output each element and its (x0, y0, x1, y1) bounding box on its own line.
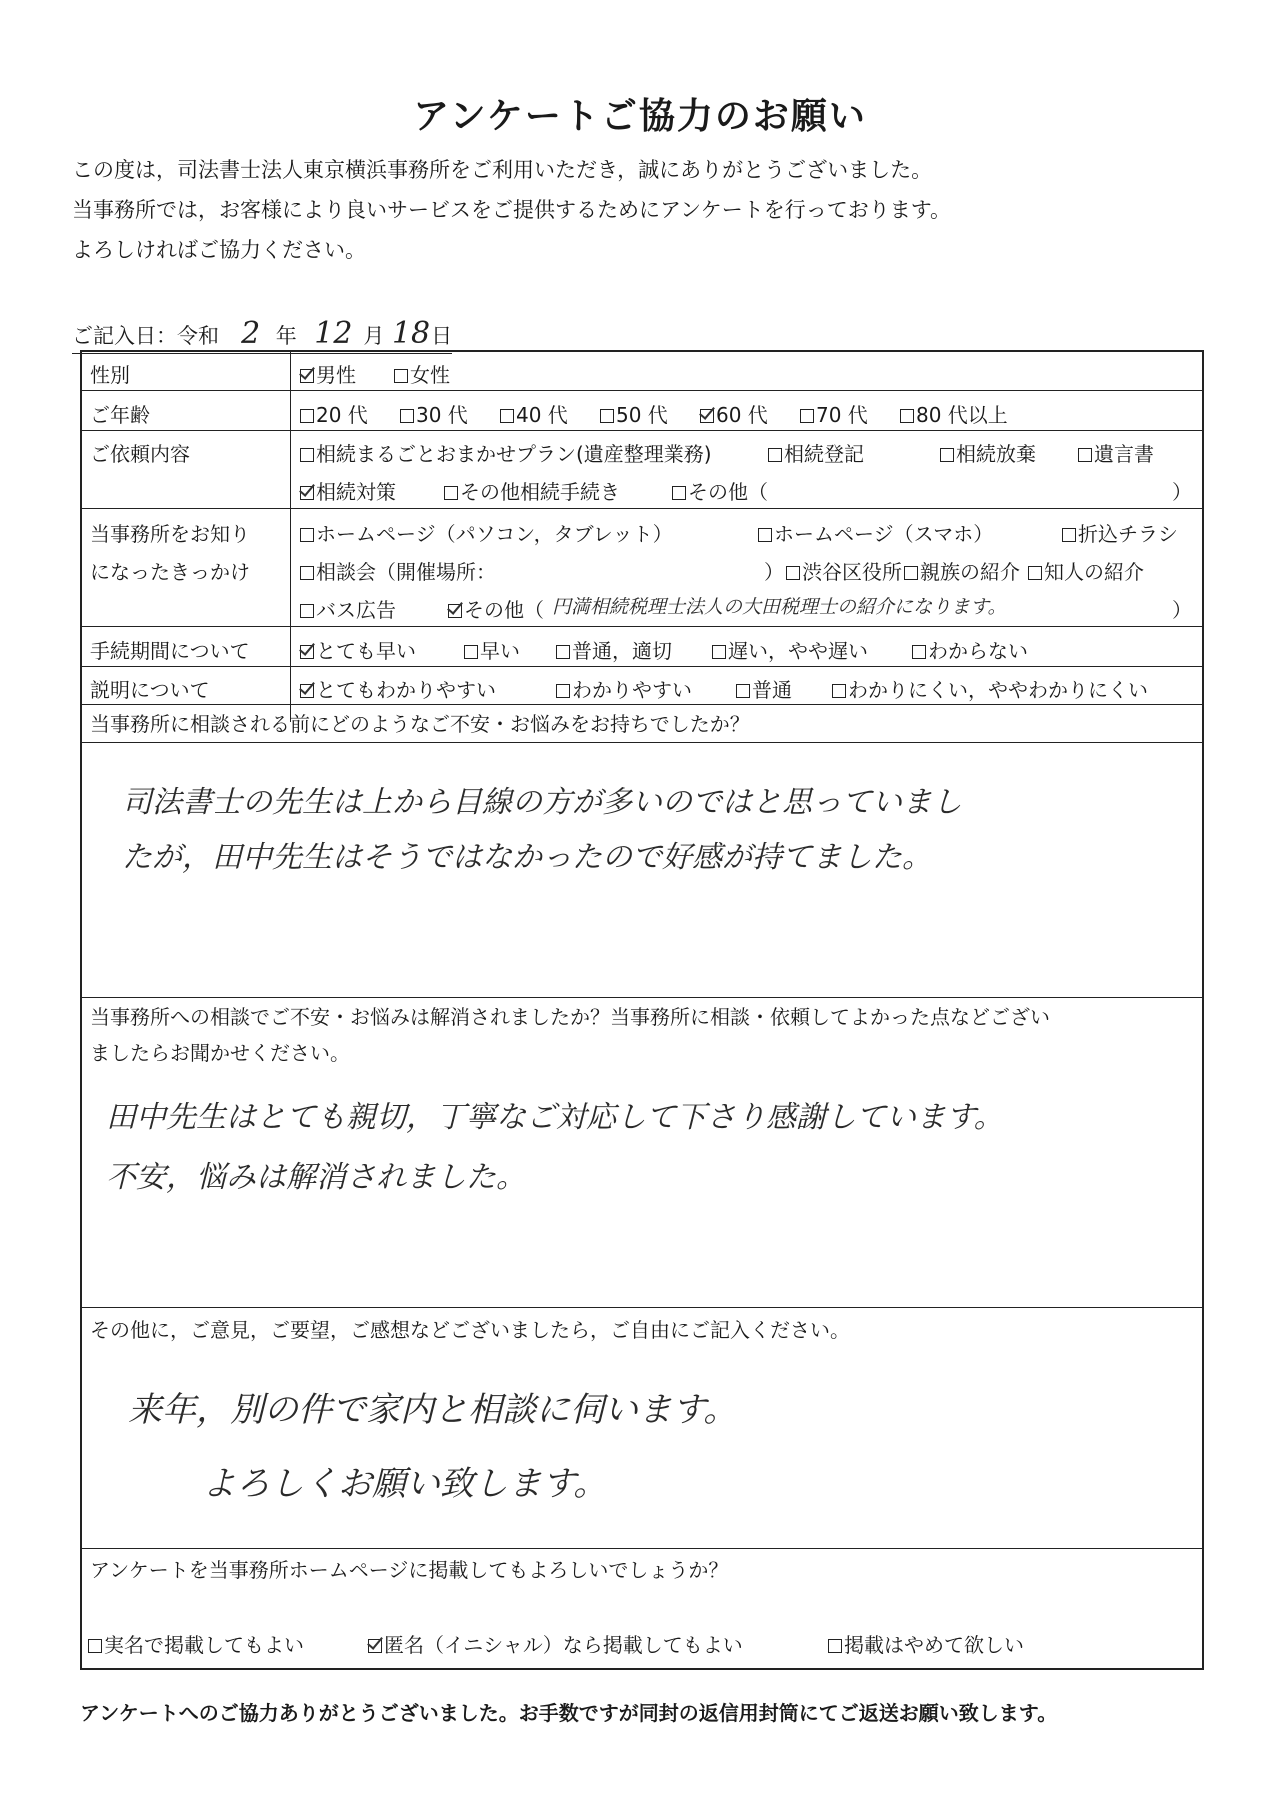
source-acquaintance-option[interactable]: 知人の紹介 (1028, 556, 1144, 585)
checkbox[interactable] (400, 409, 414, 423)
source-label-line1: 当事務所をお知り (90, 522, 250, 546)
gender-male-option[interactable]: 男性 (300, 359, 356, 388)
explanation-clear-option[interactable]: わかりやすい (556, 674, 692, 703)
q1-question: 当事務所に相談される前にどのようなご不安・お悩みをお持ちでしたか？ (90, 712, 750, 736)
period-very-fast-option[interactable]: とても早い (300, 635, 416, 664)
request-registration-option[interactable]: 相続登記 (768, 438, 864, 467)
checkbox[interactable] (800, 409, 814, 423)
checkbox[interactable] (300, 448, 314, 462)
explanation-unclear-option[interactable]: わかりにくい，ややわかりにくい (832, 674, 1148, 703)
checkbox[interactable] (712, 645, 726, 659)
age-60s-option[interactable]: 60 代 (700, 399, 768, 428)
publish-anonymous-option[interactable]: 匿名（イニシャル）なら掲載してもよい (368, 1629, 743, 1658)
age-50s-option[interactable]: 50 代 (600, 399, 668, 428)
request-renunciation-option[interactable]: 相続放棄 (940, 438, 1036, 467)
checkbox-checked[interactable] (700, 409, 714, 423)
q1-answer-line[interactable]: 司法書士の先生は上から目線の方が多いのではと思っていまし (122, 785, 962, 820)
footer-note: アンケートへのご協力ありがとうございました。お手数ですが同封の返信用封筒にてご返送お願い致します。 (80, 1701, 1058, 1725)
date-day-unit: 日 (431, 324, 453, 348)
request-other-procedure-option[interactable]: その他相続手続き (444, 476, 620, 505)
divider (82, 666, 1202, 667)
publish-decline-option[interactable]: 掲載はやめて欲しい (828, 1629, 1024, 1658)
source-homepage-mobile-option[interactable]: ホームページ（スマホ） (758, 518, 993, 547)
age-80s-option[interactable]: 80 代以上 (900, 399, 1008, 428)
explanation-label: 説明について (90, 678, 210, 702)
checkbox[interactable] (768, 448, 782, 462)
request-will-option[interactable]: 遺言書 (1078, 438, 1154, 467)
checkbox[interactable] (758, 528, 772, 542)
checkbox[interactable] (900, 409, 914, 423)
source-close-paren: ） (764, 560, 784, 584)
source-bus-ad-option[interactable]: バス広告 (300, 594, 396, 623)
source-flyer-option[interactable]: 折込チラシ (1062, 518, 1178, 547)
date-label: ご記入日：令和 (72, 324, 219, 348)
checkbox-checked[interactable] (300, 684, 314, 698)
publish-real-name-option[interactable]: 実名で掲載してもよい (88, 1629, 304, 1658)
source-ward-office-option[interactable]: 渋谷区役所 (786, 556, 902, 585)
checkbox[interactable] (600, 409, 614, 423)
period-label: 手続期間について (90, 639, 250, 663)
survey-form (80, 350, 1204, 1670)
request-planning-option[interactable]: 相続対策 (300, 476, 396, 505)
divider (82, 390, 1202, 391)
checkbox[interactable] (444, 486, 458, 500)
checkbox[interactable] (912, 645, 926, 659)
intro-line: よろしければご協力ください。 (72, 238, 366, 262)
checkbox[interactable] (832, 684, 846, 698)
explanation-very-clear-option[interactable]: とてもわかりやすい (300, 674, 496, 703)
checkbox-checked[interactable] (448, 604, 462, 618)
checkbox[interactable] (1078, 448, 1092, 462)
age-20s-option[interactable]: 20 代 (300, 399, 368, 428)
period-fast-option[interactable]: 早い (464, 635, 520, 664)
intro-line: 当事務所では，お客様により良いサービスをご提供するためにアンケートを行っております。 (72, 198, 952, 222)
checkbox[interactable] (556, 684, 570, 698)
date-month-field[interactable]: 12 (314, 316, 353, 351)
q3-answer-line[interactable]: よろしくお願い致します。 (202, 1464, 608, 1504)
checkbox-checked[interactable] (300, 486, 314, 500)
q2-question-line2: ましたらお聞かせください。 (90, 1041, 350, 1065)
checkbox[interactable] (500, 409, 514, 423)
source-homepage-pc-option[interactable]: ホームページ（パソコン，タブレット） (300, 518, 673, 547)
divider (82, 508, 1202, 509)
checkbox[interactable] (394, 369, 408, 383)
source-seminar-option[interactable]: 相談会（開催場所： (300, 556, 496, 585)
checkbox-checked[interactable] (368, 1639, 382, 1653)
age-label: ご年齢 (90, 403, 150, 427)
age-30s-option[interactable]: 30 代 (400, 399, 468, 428)
checkbox[interactable] (300, 566, 314, 580)
date-day-field[interactable]: 18 (391, 316, 431, 351)
publish-question: アンケートを当事務所ホームページに掲載してもよろしいでしょうか？ (90, 1558, 729, 1582)
q1-answer-line[interactable]: たが，田中先生はそうではなかったので好感が持てました。 (122, 840, 932, 875)
divider (82, 997, 1202, 998)
q3-answer-line[interactable]: 来年，別の件で家内と相談に伺います。 (128, 1390, 738, 1430)
checkbox[interactable] (940, 448, 954, 462)
request-plan-option[interactable]: 相続まるごとおまかせプラン(遺産整理業務) (300, 438, 712, 467)
request-label: ご依頼内容 (90, 442, 190, 466)
checkbox-checked[interactable] (300, 645, 314, 659)
page-title: アンケートご協力のお願い (413, 96, 867, 137)
checkbox[interactable] (786, 566, 800, 580)
checkbox[interactable] (672, 486, 686, 500)
q2-answer-line[interactable]: 不安，悩みは解消されました。 (106, 1160, 526, 1195)
checkbox[interactable] (556, 645, 570, 659)
q2-question-line1: 当事務所への相談でご不安・お悩みは解消されましたか？当事務所に相談・依頼してよかった点などござい (90, 1005, 1050, 1029)
date-year-field[interactable]: 2 (241, 316, 261, 351)
date-year-unit: 年 (275, 324, 297, 348)
checkbox[interactable] (300, 604, 314, 618)
checkbox[interactable] (300, 409, 314, 423)
entry-date (72, 316, 452, 354)
period-unknown-option[interactable]: わからない (912, 635, 1028, 664)
checkbox[interactable] (1028, 566, 1042, 580)
checkbox[interactable] (736, 684, 750, 698)
gender-label: 性別 (90, 363, 130, 387)
checkbox[interactable] (1062, 528, 1076, 542)
checkbox[interactable] (904, 566, 918, 580)
period-normal-option[interactable]: 普通，適切 (556, 635, 672, 664)
source-other-handwritten[interactable]: 円満相続税理士法人の大田税理士の紹介になります。 (552, 596, 1007, 618)
period-slow-option[interactable]: 遅い，やや遅い (712, 635, 868, 664)
checkbox[interactable] (300, 528, 314, 542)
source-relative-option[interactable]: 親族の紹介 (904, 556, 1020, 585)
checkbox[interactable] (464, 645, 478, 659)
divider (82, 626, 1202, 627)
age-70s-option[interactable]: 70 代 (800, 399, 868, 428)
divider (82, 430, 1202, 431)
checkbox-checked[interactable] (300, 369, 314, 383)
checkbox[interactable] (88, 1639, 102, 1653)
q3-question: その他に，ご意見，ご要望，ご感想などございましたら，ご自由にご記入ください。 (90, 1318, 850, 1342)
request-close-paren: ） (1172, 480, 1192, 504)
request-other-option[interactable]: その他（ (672, 476, 768, 505)
q2-answer-line[interactable]: 田中先生はとても親切，丁寧なご対応して下さり感謝しています。 (106, 1100, 1004, 1135)
source-label-line2: になったきっかけ (90, 560, 250, 584)
explanation-normal-option[interactable]: 普通 (736, 674, 792, 703)
intro-text (72, 150, 951, 270)
age-40s-option[interactable]: 40 代 (500, 399, 568, 428)
divider (82, 742, 1202, 743)
date-month-unit: 月 (363, 324, 385, 348)
source-other-option[interactable]: その他（ (448, 594, 544, 623)
divider (82, 1307, 1202, 1308)
checkbox[interactable] (828, 1639, 842, 1653)
source-other-close-paren: ） (1172, 598, 1192, 622)
divider (82, 1548, 1202, 1549)
intro-line: この度は，司法書士法人東京横浜事務所をご利用いただき，誠にありがとうございました。 (72, 158, 933, 182)
divider (82, 704, 1202, 705)
gender-female-option[interactable]: 女性 (394, 359, 450, 388)
